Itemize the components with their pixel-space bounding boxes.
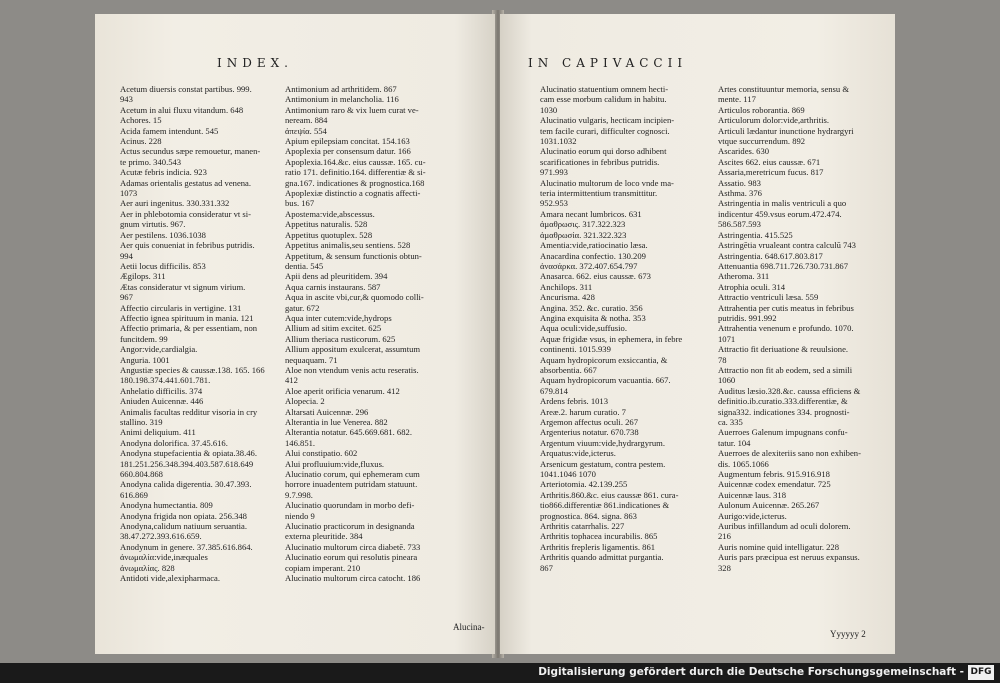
- index-entry: Acinus. 228: [120, 136, 162, 147]
- index-entry: Aquam hydropicorum exsiccantia, &: [540, 354, 668, 365]
- index-entry: Alucinatio statuentium omnem hecti-: [540, 84, 669, 94]
- index-entry: Alucinatio multorum circa diabetē. 733: [285, 541, 421, 552]
- index-entry: gatur. 672: [285, 302, 320, 313]
- index-entry: ca. 335: [718, 417, 743, 427]
- index-entry: 660.804.868: [120, 469, 163, 480]
- index-entry: gna.167. indicationes & prognostica.168: [285, 177, 425, 188]
- index-entry: Amara necant lumbricos. 631: [540, 208, 642, 219]
- index-entry: Auicennæ laus. 318: [718, 489, 787, 500]
- index-entry: Aqua carnis instaurans. 587: [285, 281, 381, 292]
- index-entry: Amentia:vide,ratiocinatio læsa.: [540, 240, 648, 251]
- index-entry: bus. 167: [285, 198, 315, 209]
- index-entry: 146.851.: [285, 437, 316, 448]
- index-entry: 1041.1046 1070: [540, 469, 596, 480]
- index-entry: Angor:vide,cardialgia.: [120, 344, 198, 355]
- index-entry: Appetitus naturalis. 528: [285, 219, 368, 230]
- index-entry: Argenterius notatur. 670.738: [540, 427, 639, 438]
- index-entry: Atrophia oculi. 314: [718, 281, 786, 292]
- index-entry: Argentum viuum:vide,hydrargyrum.: [540, 437, 665, 448]
- index-entry: 328: [718, 562, 731, 573]
- index-entry: niendo 9: [285, 510, 315, 521]
- index-entry: Allium theriaca rusticorum. 625: [285, 333, 396, 344]
- index-entry: Altarsati Auicennæ. 296: [285, 406, 369, 417]
- index-entry: Appetitus animalis,seu sentiens. 528: [285, 240, 411, 251]
- index-entry: Apoplexia.164.&c. eius caussæ. 165. cu-: [285, 156, 426, 167]
- index-entry: Alucinatio quorundam in morbo defi-: [285, 500, 415, 511]
- index-entry: Auditus læsio.328.&c. caussa efficiens &: [718, 385, 861, 396]
- index-entry: teria intermittentium transmittitur.: [540, 188, 658, 199]
- index-entry: Aqua in ascite vbi,cur,& quomodo colli-: [285, 292, 424, 303]
- index-entry: tatur. 104: [718, 437, 751, 448]
- index-entry: tio866.differentiæ 861.indicationes &: [540, 500, 670, 511]
- index-entry: Arthritis.860.&c. eius caussæ 861. cura-: [540, 489, 679, 500]
- index-entry: 616.869: [120, 489, 148, 500]
- index-entry: 1071: [718, 333, 736, 344]
- index-entry: Animi deliquium. 411: [120, 427, 196, 438]
- index-entry: Assaria,meretricum fucus. 817: [718, 167, 824, 178]
- index-entry: ἀμαθρωσία. 321.322.323: [540, 229, 627, 240]
- index-entry: Auerroes Galenum impugnans confu-: [718, 427, 848, 438]
- index-entry: Astringētia vrualeant contra calculū 743: [718, 240, 856, 251]
- index-entry: indicentur 459.vsus eorum.472.474.: [718, 208, 842, 219]
- index-entry: Arthritis frepleris ligamentis. 861: [540, 541, 656, 552]
- index-entry: Appetitus quotuplex. 528: [285, 229, 373, 240]
- index-entry: Attrahentia venenum e profundo. 1070.: [718, 323, 854, 334]
- index-entry: Aquam hydropicorum vacuantia. 667.: [540, 375, 671, 386]
- index-entry: Aulonum Auicennæ. 265.267: [718, 500, 820, 511]
- index-entry: 967: [120, 292, 133, 303]
- index-entry: Anchilops. 311: [540, 281, 593, 292]
- index-entry: 1060: [718, 375, 736, 386]
- index-entry: Ægilops. 311: [120, 271, 166, 282]
- index-entry: 971.993: [540, 167, 568, 178]
- index-entry: Appetitum, & sensum functionis obtun-: [285, 250, 422, 261]
- index-entry: Anasarca. 662. eius caussæ. 673: [540, 271, 651, 282]
- left-column-2: [285, 84, 461, 584]
- index-entry: neream. 884: [285, 115, 328, 126]
- index-entry: Angina exquisita & notha. 353: [540, 312, 646, 323]
- index-entry: 952.953: [540, 198, 568, 209]
- index-entry: Arteriotomia. 42.139.255: [540, 479, 628, 490]
- index-entry: 867: [540, 562, 553, 573]
- index-entry: Alucinatio vulgaris, hecticam incipien-: [540, 115, 675, 126]
- footer-credit: Digitalisierung gefördert durch die Deutsche Forschungsgemeinschaft -: [538, 666, 964, 678]
- index-entry: Ascarides. 630: [718, 146, 770, 157]
- index-entry: Arquatus:vide,icterus.: [540, 448, 616, 459]
- right-column-1: [540, 84, 718, 573]
- index-entry: Anodyna,calidum natiuum seruantia.: [120, 521, 247, 532]
- index-entry: Aquæ frigidæ vsus, in ephemera, in febre: [540, 333, 683, 344]
- left-page: [95, 14, 495, 654]
- index-entry: Alucinatio multorum de loco vnde ma-: [540, 177, 674, 188]
- index-entry: Ardens febris. 1013: [540, 396, 609, 407]
- index-entry: 1030: [540, 104, 558, 115]
- index-entry: definitio.ib.curatio.333.differentiæ, &: [718, 396, 848, 407]
- index-entry: Adamas orientalis gestatus ad venena.: [120, 177, 252, 188]
- index-entry: Antimonium raro & vix luem curat ve-: [285, 104, 419, 115]
- index-entry: Articulorum dolor:vide,arthritis.: [718, 115, 829, 126]
- index-entry: Anodyna frigida non opiata. 256.348: [120, 510, 247, 521]
- right-catchword: Yyyyyy 2: [830, 629, 866, 639]
- index-entry: Attractio ventriculi læsa. 559: [718, 292, 819, 303]
- index-entry: Attractio fit deriuatione & reuulsione.: [718, 344, 849, 355]
- index-entry: Achores. 15: [120, 115, 162, 126]
- index-entry: Affectio primaria, & per essentiam, non: [120, 323, 258, 334]
- index-entry: Auicennæ codex emendatur. 725: [718, 479, 831, 490]
- index-entry: 1073: [120, 188, 138, 199]
- index-entry: Anodyna humectantia. 809: [120, 500, 213, 511]
- index-entry: Aer pestilens. 1036.1038: [120, 229, 206, 240]
- index-entry: Arthritis quando admittat purgantia.: [540, 552, 664, 563]
- index-entry: Ascites 662. eius caussæ. 671: [718, 156, 821, 167]
- index-entry: Antidoti vide,alexipharmaca.: [120, 573, 220, 584]
- index-entry: Anhelatio difficilis. 374: [120, 385, 203, 396]
- index-entry: Ancurisma. 428: [540, 292, 595, 303]
- index-entry: Affectio ignea spirituum in mania. 121: [120, 312, 254, 323]
- index-entry: Artes constituuntur memoria, sensu &: [718, 84, 850, 94]
- index-entry: Actus secundus sæpe remouetur, manen-: [120, 146, 261, 157]
- index-entry: Anodyna dolorifica. 37.45.616.: [120, 437, 228, 448]
- index-entry: Ætas consideratur vt signum virium.: [120, 281, 246, 292]
- index-entry: Antimonium in melancholia. 116: [285, 94, 399, 105]
- index-entry: vtque succurrendum. 892: [718, 136, 806, 147]
- dfg-logo: DFG: [968, 665, 994, 680]
- index-entry: Alopecia. 2: [285, 396, 325, 407]
- index-entry: Aniuden Auicennæ. 446: [120, 396, 204, 407]
- index-entry: Apii dens ad pleuritidem. 394: [285, 271, 388, 282]
- index-entry: Aurigo:vide,icterus.: [718, 510, 787, 521]
- index-entry: 38.47.272.393.616.659.: [120, 531, 202, 542]
- index-entry: mente. 117: [718, 94, 756, 105]
- index-entry: Auribus infillandum ad oculi dolorem.: [718, 521, 851, 532]
- index-entry: 78: [718, 354, 727, 365]
- index-entry: dentia. 545: [285, 260, 324, 271]
- left-column-1: [120, 84, 286, 584]
- left-running-head: INDEX.: [217, 56, 293, 70]
- left-catchword: Alucina-: [453, 622, 485, 632]
- index-entry: 994: [120, 250, 133, 261]
- index-entry: ἀπεψία. 554: [285, 125, 327, 136]
- index-entry: ἀνασάρκα. 372.407.654.797: [540, 260, 638, 271]
- index-entry: Alterantia notatur. 645.669.681. 682.: [285, 427, 412, 438]
- index-entry: stallino. 319: [120, 417, 163, 427]
- index-entry: Aloe aperit orificia venarum. 412: [285, 385, 400, 396]
- index-entry: 180.198.374.441.601.781.: [120, 375, 211, 386]
- index-entry: 412: [285, 375, 298, 386]
- index-entry: 679.814: [540, 385, 568, 396]
- index-entry: Affectio circularis in vertigine. 131: [120, 302, 242, 313]
- index-entry: Argemon affectus oculi. 267: [540, 417, 639, 427]
- index-entry: Apostema:vide,abscessus.: [285, 208, 375, 219]
- index-entry: Angustiæ species & caussæ.138. 165. 166: [120, 364, 265, 375]
- index-entry: 943: [120, 94, 133, 105]
- index-entry: continenti. 1015.939: [540, 344, 611, 355]
- index-entry: Aetii locus difficilis. 853: [120, 260, 206, 271]
- index-entry: ἀνωμαλίας. 828: [120, 562, 175, 573]
- index-entry: Attractio non fit ab eodem, sed a simili: [718, 364, 853, 375]
- index-entry: absorbentia. 667: [540, 364, 597, 375]
- index-entry: externa pleuritide. 384: [285, 531, 363, 542]
- index-entry: Auris nomine quid intelligatur. 228: [718, 541, 840, 552]
- index-entry: Areæ.2. harum curatio. 7: [540, 406, 626, 417]
- index-entry: 216: [718, 531, 731, 542]
- index-entry: Anacardina confectio. 130.209: [540, 250, 646, 261]
- footer-bar: [0, 663, 1000, 683]
- index-entry: Acida famem intendunt. 545: [120, 125, 219, 136]
- index-entry: 586.587.593: [718, 219, 761, 230]
- index-entry: Allium ad sitim excitet. 625: [285, 323, 382, 334]
- index-entry: nequaquam. 71: [285, 354, 338, 365]
- index-entry: horrore inuadentem putridam statuunt.: [285, 479, 418, 490]
- index-entry: Asthma. 376: [718, 188, 762, 199]
- index-entry: Attrahentia per cutis meatus in febribus: [718, 302, 854, 313]
- index-entry: prognostica. 864. signa. 863: [540, 510, 637, 521]
- index-entry: Alucinatio multorum circa catocht. 186: [285, 573, 421, 584]
- index-entry: Anodyna stupefacientia & opiata.38.46.: [120, 448, 257, 459]
- index-entry: Alucinatio practicorum in designanda: [285, 521, 415, 532]
- index-entry: Arthritis catarrhalis. 227: [540, 521, 625, 532]
- right-page: [500, 14, 895, 654]
- index-entry: Allium appositum exulcerat, assumtum: [285, 344, 421, 355]
- index-entry: funcitdem. 99: [120, 333, 168, 344]
- index-entry: Alucinatio eorum qui dorso adhibent: [540, 146, 667, 157]
- index-entry: Alucinatio corum, qui ephemeram cum: [285, 469, 420, 480]
- index-entry: Acutæ febris indicia. 923: [120, 167, 207, 178]
- index-entry: Aer auri ingenitus. 330.331.332: [120, 198, 230, 209]
- index-entry: Aqua oculi:vide,suffusio.: [540, 323, 627, 334]
- index-entry: copiam imperant. 210: [285, 562, 361, 573]
- index-entry: ἀμαθρωσις. 317.322.323: [540, 219, 626, 230]
- index-entry: Auerroes de alexiteriis sano non exhiben-: [718, 448, 861, 459]
- index-entry: Alui profluuium:vide,fluxus.: [285, 458, 385, 469]
- index-entry: Apoplexiæ distinctio a cognatis affecti-: [285, 188, 421, 199]
- index-entry: Astringentia. 415.525: [718, 229, 793, 240]
- index-entry: Augmentum febris. 915.916.918: [718, 469, 830, 480]
- index-entry: Acetum diuersis constat partibus. 999.: [120, 84, 252, 94]
- index-entry: Antimonium ad arthritidem. 867: [285, 84, 397, 94]
- index-entry: Aloe non vtendum venis actu reseratis.: [285, 364, 419, 375]
- index-entry: Angina. 352. &c. curatio. 356: [540, 302, 643, 313]
- index-entry: dis. 1065.1066: [718, 458, 769, 469]
- right-column-2: [718, 84, 888, 573]
- index-entry: Acetum in alui fluxu vitandum. 648: [120, 104, 244, 115]
- index-entry: Anodynum in genere. 37.385.616.864.: [120, 541, 253, 552]
- index-entry: Attenuantia 698.711.726.730.731.867: [718, 260, 849, 271]
- index-entry: Apium epilepsiam concitat. 154.163: [285, 136, 410, 147]
- index-entry: Articulos roborantia. 869: [718, 104, 805, 115]
- index-entry: Articuli lædantur inunctione hydrargyri: [718, 125, 854, 136]
- index-entry: Atheroma. 311: [718, 271, 770, 282]
- index-entry: Apoplexia per consensum datur. 166: [285, 146, 411, 157]
- index-entry: Aer in phlebotomia consideratur vt si-: [120, 208, 252, 219]
- index-entry: Alui constipatio. 602: [285, 448, 358, 459]
- index-entry: Astringentia in malis ventriculi a quo: [718, 198, 847, 209]
- index-entry: Arthritis tophacea incurabilis. 865: [540, 531, 658, 542]
- index-entry: Assatio. 983: [718, 177, 761, 188]
- index-entry: ratio 171. definitio.164. differentiæ & si-: [285, 167, 426, 178]
- index-entry: Anguria. 1001: [120, 354, 170, 365]
- index-entry: gnum virtutis. 967.: [120, 219, 186, 230]
- index-entry: signa332. indicationes 334. prognosti-: [718, 406, 850, 417]
- right-running-head: IN CAPIVACCII: [528, 56, 688, 70]
- index-entry: cam esse morbum calidum in habitu.: [540, 94, 667, 105]
- index-entry: scarificationes in febribus putridis.: [540, 156, 660, 167]
- index-entry: ἀνωμαλία:vide,inæquales: [120, 552, 208, 563]
- index-entry: Aqua inter cutem:vide,hydrops: [285, 312, 392, 323]
- index-entry: Alucinatio eorum qui resolutis pineara: [285, 552, 418, 563]
- index-entry: Anodyna calida digerentia. 30.47.393.: [120, 479, 252, 490]
- index-entry: Astringentia. 648.617.803.817: [718, 250, 823, 261]
- index-entry: 9.7.998.: [285, 489, 313, 500]
- index-entry: Alterantia in lue Venerea. 882: [285, 417, 388, 427]
- index-entry: 181.251.256.348.394.403.587.618.649: [120, 458, 254, 469]
- index-entry: 1031.1032: [540, 136, 577, 147]
- index-entry: te primo. 340.543: [120, 156, 182, 167]
- index-entry: Arsenicum gestatum, contra pestem.: [540, 458, 666, 469]
- index-entry: Auris pars præcipua est neruus expansus.: [718, 552, 860, 563]
- index-entry: tem facile curari, difficulter cognosci.: [540, 125, 670, 136]
- index-entry: Aer quis conueniat in febribus putridis.: [120, 240, 255, 251]
- index-entry: putridis. 991.992: [718, 312, 777, 323]
- index-entry: Animalis facultas redditur visoria in cry: [120, 406, 258, 417]
